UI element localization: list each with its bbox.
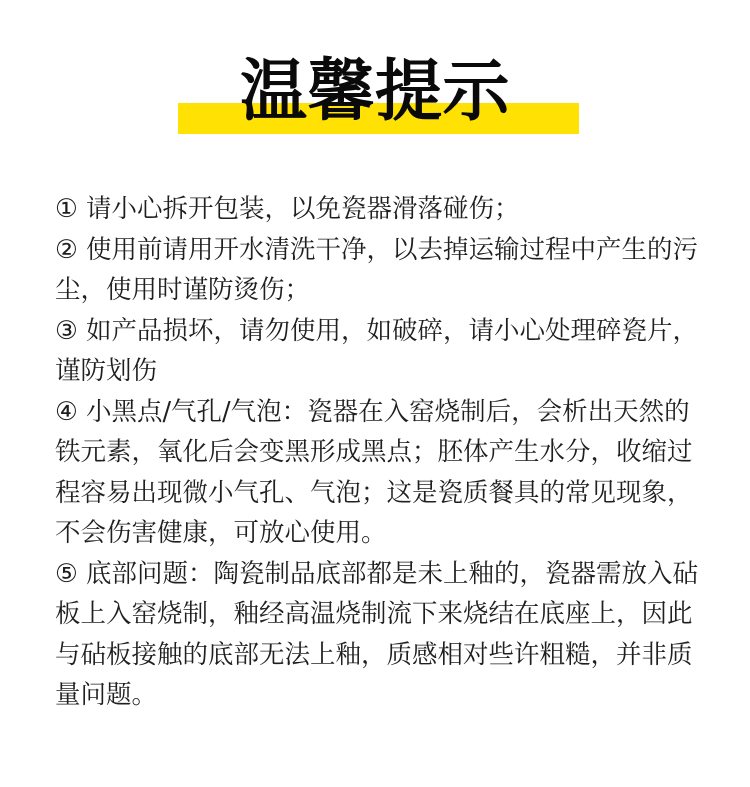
tip-3-line-2: 谨防划伤 [55, 356, 158, 386]
tip-4-line-1: ④ 小黑点/气孔/气泡：瓷器在入窑烧制后，会析出天然的 [55, 396, 690, 427]
tip-2-line-2: 尘，使用时谨防烫伤； [55, 275, 311, 305]
tip-5-line-4: 量问题。 [55, 680, 158, 710]
tip-5-line-2: 板上入窑烧制，釉经高温烧制流下来烧结在底座上，因此 [55, 599, 693, 629]
tip-4-line-2: 铁元素，氧化后会变黑形成黑点；胚体产生水分，收缩过 [55, 437, 693, 467]
tip-4-line-4: 不会伤害健康，可放心使用。 [55, 518, 387, 548]
tip-4-line-3: 程容易出现微小气孔、气泡；这是瓷质餐具的常见现象， [55, 477, 693, 508]
tip-5-line-3: 与砧板接触的底部无法上釉，质感相对些许粗糙，并非质 [55, 639, 693, 670]
title-banner [0, 0, 750, 165]
tip-3-line-1: ③ 如产品损坏，请勿使用，如破碎，请小心处理碎瓷片， [55, 315, 698, 346]
tips-list [55, 189, 750, 716]
tip-5-line-1: ⑤ 底部问题：陶瓷制品底部都是未上釉的，瓷器需放入砧 [55, 558, 698, 589]
tip-1-line-1: ① 请小心拆开包装，以免瓷器滑落碰伤； [55, 194, 520, 224]
page-title: 温馨提示 [240, 52, 510, 130]
tip-2-line-1: ② 使用前请用开水清洗干净，以去掉运输过程中产生的污 [55, 234, 698, 265]
